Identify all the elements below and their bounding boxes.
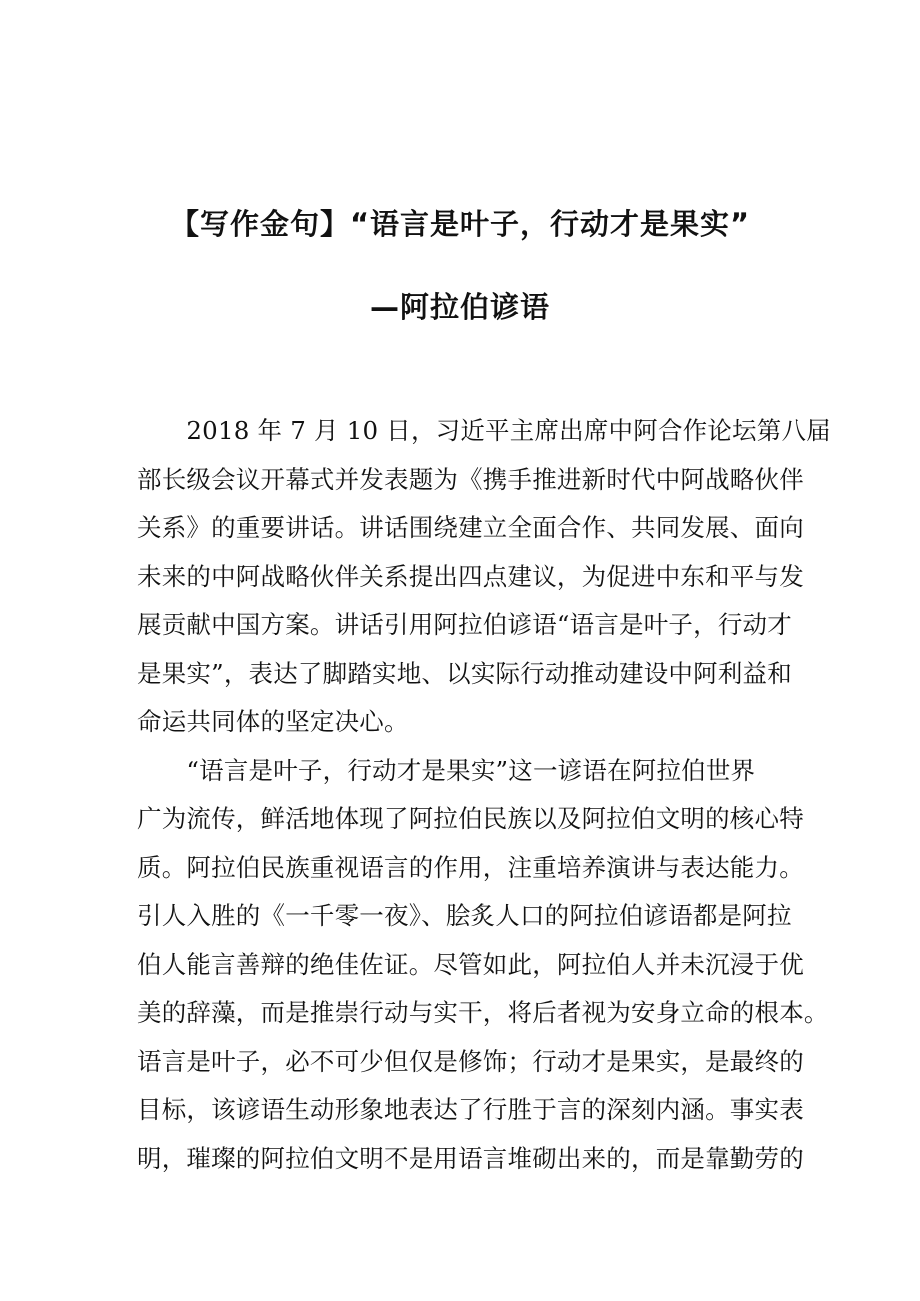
body-line: 语言是叶子，必不可少但仅是修饰；行动才是果实，是最终的 [137, 1046, 804, 1076]
body-line: 是果实”，表达了脚踏实地、以实际行动推动建设中阿利益和 [137, 658, 792, 688]
body-line: 未来的中阿战略伙伴关系提出四点建议，为促进中东和平与发 [137, 561, 804, 591]
body-line: 美的辞藻，而是推崇行动与实干，将后者视为安身立命的根本。 [137, 998, 829, 1027]
body-line: “语言是叶子，行动才是果实”这一谚语在阿拉伯世界 [137, 755, 756, 785]
document-title: 【写作金句】“语言是叶子，行动才是果实” [169, 207, 751, 241]
body-line: 质。阿拉伯民族重视语言的作用，注重培养演讲与表达能力。 [137, 852, 804, 882]
body-line: 明，璀璨的阿拉伯文明不是用语言堆砌出来的，而是靠勤劳的 [137, 1143, 804, 1173]
document-title-attribution: —阿拉伯谚语 [369, 290, 550, 324]
body-line: 广为流传，鲜活地体现了阿拉伯民族以及阿拉伯文明的核心特 [137, 804, 804, 833]
body-text [137, 407, 837, 1183]
body-line: 命运共同体的坚定决心。 [137, 707, 409, 736]
body-line: 2018 年 7 月 10 日，习近平主席出席中阿合作论坛第八届 [137, 416, 831, 445]
body-line: 展贡献中国方案。讲话引用阿拉伯谚语“语言是叶子，行动才 [137, 610, 792, 639]
body-line: 关系》的重要讲话。讲话围绕建立全面合作、共同发展、面向 [137, 513, 804, 542]
body-line: 部长级会议开幕式并发表题为《携手推进新时代中阿战略伙伴 [137, 464, 804, 494]
body-line: 伯人能言善辩的绝佳佐证。尽管如此，阿拉伯人并未沉浸于优 [137, 949, 804, 979]
body-line: 引人入胜的《一千零一夜》、脍炙人口的阿拉伯谚语都是阿拉 [137, 901, 792, 930]
body-line: 目标，该谚语生动形象地表达了行胜于言的深刻内涵。事实表 [137, 1095, 804, 1124]
